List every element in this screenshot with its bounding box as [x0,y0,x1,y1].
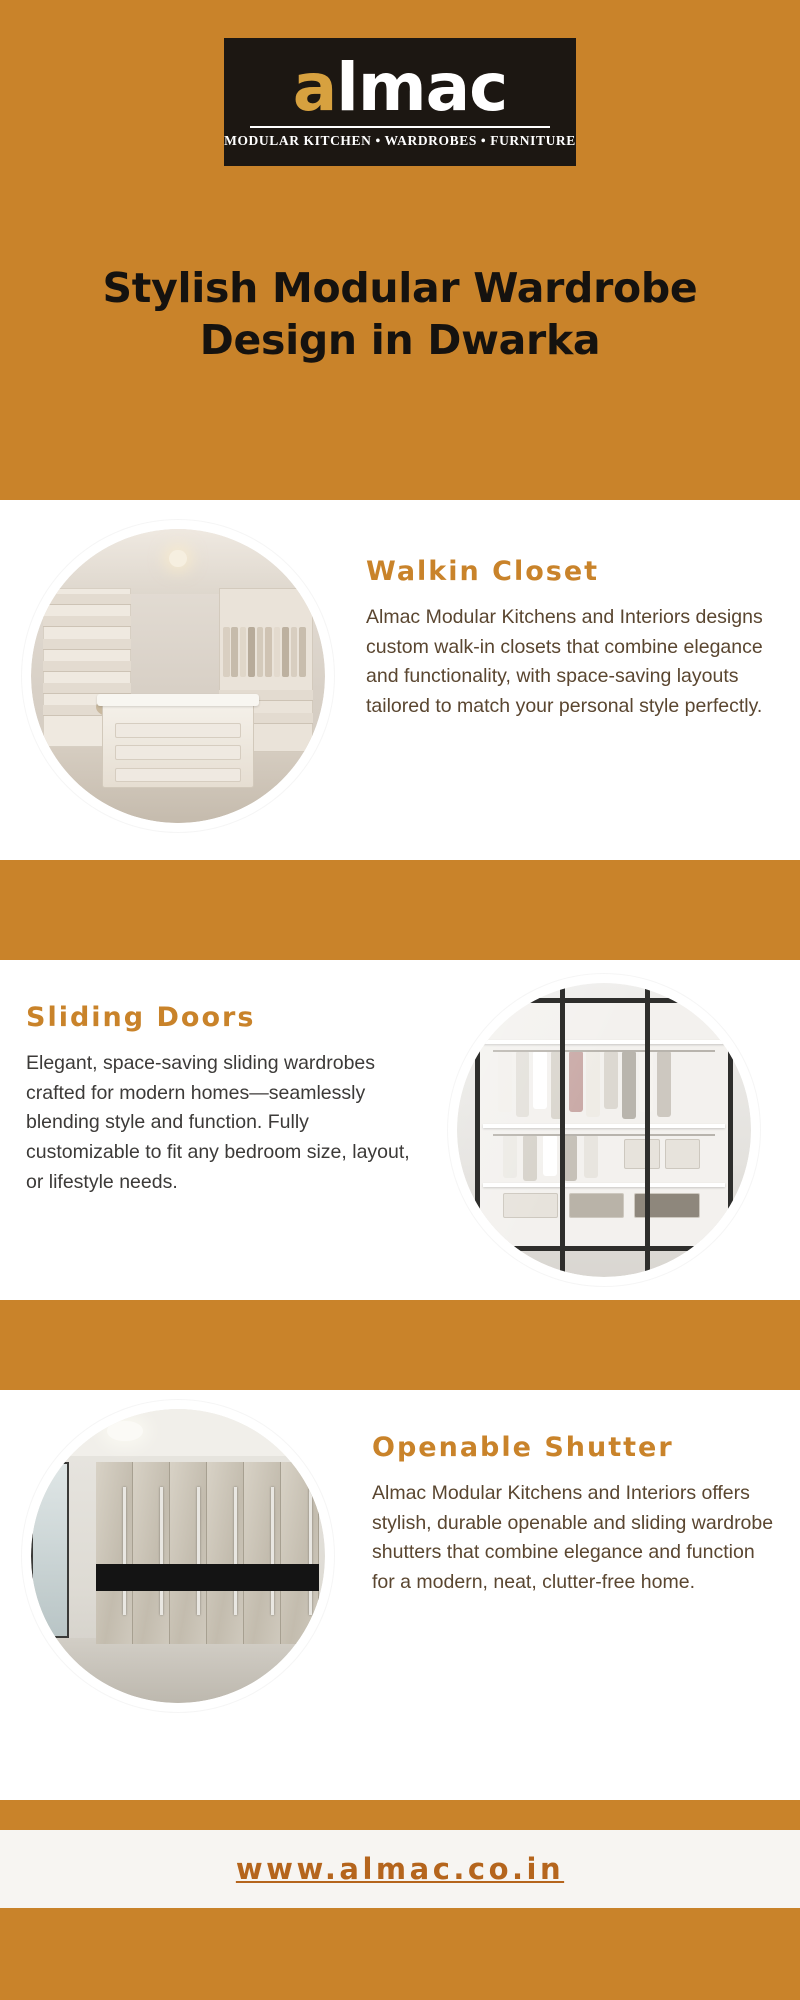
footer-bar [0,1830,800,1908]
sliding-doors-image [448,974,760,1286]
brand-letter-a: a [292,49,337,127]
walkin-closet-body: Almac Modular Kitchens and Interiors designs custom walk-in closets that combine elegance and functionality, with space-saving layouts tailored to match your personal style perfectly. [366,606,763,717]
brand-wordmark [292,49,508,127]
sliding-doors-text [26,1002,426,1197]
website-link[interactable]: www.almac.co.in [235,1852,565,1886]
openable-shutter-title: Openable Shutter [372,1432,674,1463]
page-title: Stylish Modular Wardrobe Design in Dwarka [102,264,698,365]
walkin-closet-image [22,520,334,832]
openable-shutter-image [22,1400,334,1712]
openable-shutter-text [372,1432,776,1598]
footer-strip [0,1908,800,2000]
brand-logo [224,38,576,166]
openable-shutter-body: Almac Modular Kitchens and Interiors offers stylish, durable openable and sliding wardrobe shutters that combine elegance and function for a modern, neat, clutter-free home. [372,1482,774,1593]
sliding-doors-body: Elegant, space-saving sliding wardrobes crafted for modern homes—seamlessly blending style and function. Fully customizable to fit any bedroom size, layout, or lifestyle needs. [26,1052,410,1193]
brand-wordmark-rest: mac [357,49,508,127]
sliding-doors-title: Sliding Doors [26,1002,256,1033]
brand-letter-l: l [336,49,358,127]
logo-divider [250,126,550,128]
walkin-closet-title: Walkin Closet [366,556,600,587]
brand-tagline: MODULAR KITCHEN • WARDROBES • FURNITURE [224,132,576,148]
walkin-closet-text [366,556,776,722]
